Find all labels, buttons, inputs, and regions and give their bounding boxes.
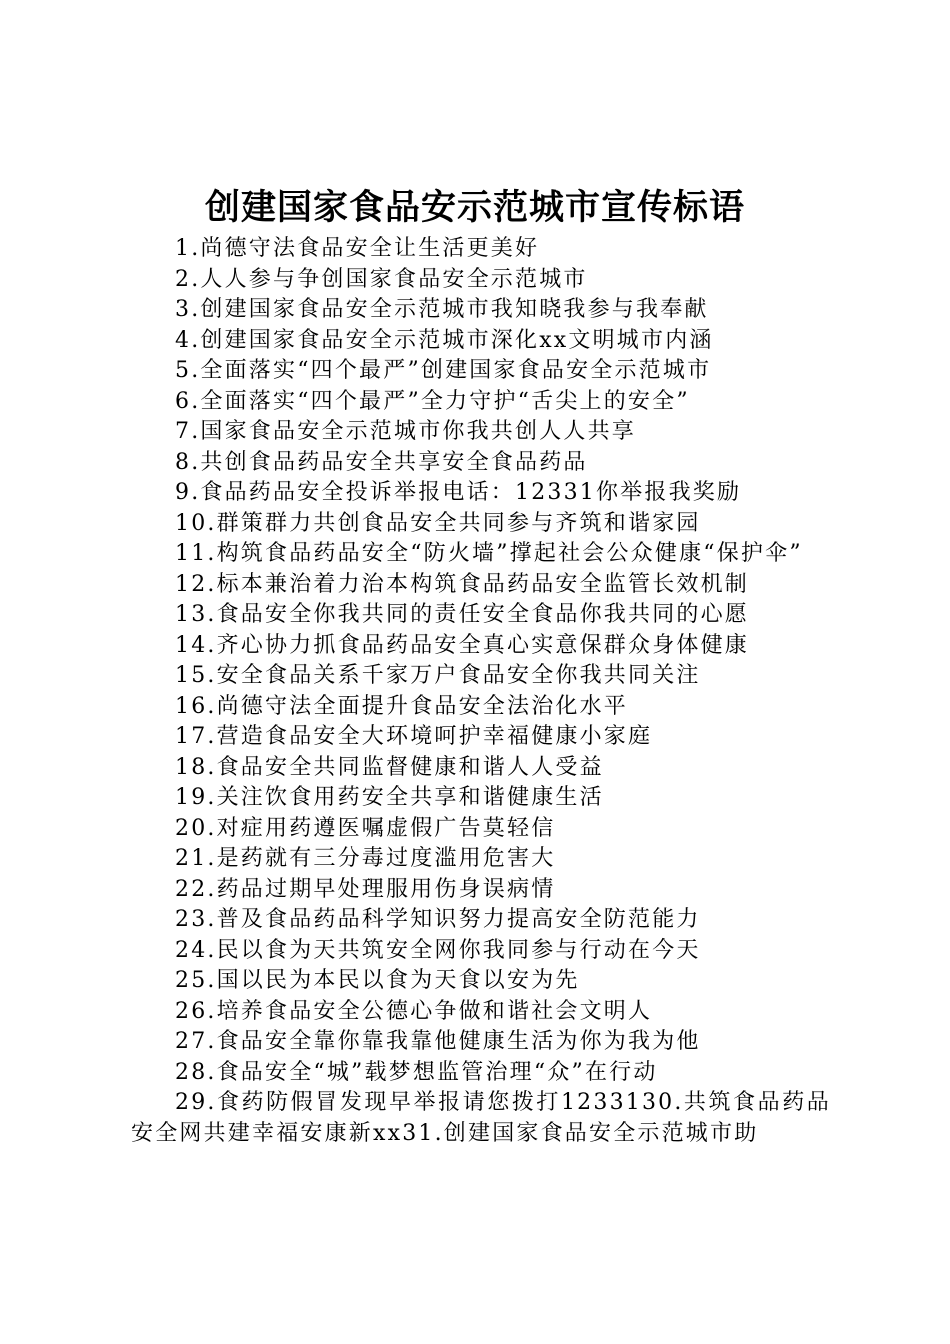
slogan-item: 29.食药防假冒发现早举报请您拨打1233130.共筑食品药品安全网共建幸福安康新xx31.创建国家食品安全示范城市助 [131,1090,831,1146]
slogan-item: 27.食品安全靠你靠我靠他健康生活为你为我为他 [175,1029,701,1054]
slogan-item: 12.标本兼治着力治本构筑食品药品安全监管长效机制 [175,571,749,597]
slogan-item: 22.药品过期早处理服用伤身误病情 [175,876,556,902]
slogan-item: 23.普及食品药品科学知识努力提高安全防范能力 [175,907,701,932]
slogan-item: 1.尚德守法食品安全让生活更美好 [175,236,540,261]
slogan-item: 6.全面落实“四个最严”全力守护“舌尖上的安全” [175,388,690,414]
slogan-item: 18.食品安全共同监督健康和谐人人受益 [175,754,604,780]
slogan-item: 9.食品药品安全投诉举报电话：12331你举报我奖励 [175,480,742,505]
slogan-item: 24.民以食为天共筑安全网你我同参与行动在今天 [175,937,701,963]
slogan-item: 26.培养食品安全公德心争做和谐社会文明人 [175,998,653,1024]
document-title: 创建国家食品安示范城市宣传标语 [204,188,745,228]
slogan-item: 21.是药就有三分毒过度滥用危害大 [175,846,556,871]
slogan-item: 7.国家食品安全示范城市你我共创人人共享 [175,419,636,444]
slogan-item: 17.营造食品安全大环境呵护幸福健康小家庭 [175,724,653,749]
slogan-item: 5.全面落实“四个最严”创建国家食品安全示范城市 [175,358,712,383]
slogan-item: 8.共创食品药品安全共享安全食品药品 [175,449,588,475]
slogan-item: 19.关注饮食用药安全共享和谐健康生活 [175,785,604,810]
slogan-item: 28.食品安全“城”载梦想监管治理“众”在行动 [175,1059,658,1085]
slogan-item: 16.尚德守法全面提升食品安全法治化水平 [175,693,628,719]
slogan-item: 13.食品安全你我共同的责任安全食品你我共同的心愿 [175,602,749,627]
slogan-item: 25.国以民为本民以食为天食以安为先 [175,968,580,993]
slogan-item: 4.创建国家食品安全示范城市深化xx文明城市内涵 [175,327,714,353]
slogan-item: 15.安全食品关系千家万户食品安全你我共同关注 [175,663,701,688]
slogan-item: 10.群策群力共创食品安全共同参与齐筑和谐家园 [175,510,701,536]
slogan-item: 20.对症用药遵医嘱虚假广告莫轻信 [175,815,556,841]
slogan-list [131,234,831,1149]
slogan-item: 3.创建国家食品安全示范城市我知晓我参与我奉献 [175,297,709,322]
slogan-item: 14.齐心协力抓食品药品安全真心实意保群众身体健康 [175,632,749,658]
slogan-item: 2.人人参与争创国家食品安全示范城市 [175,266,588,292]
slogan-item: 11.构筑食品药品安全“防火墙”撑起社会公众健康“保护伞” [175,541,803,566]
